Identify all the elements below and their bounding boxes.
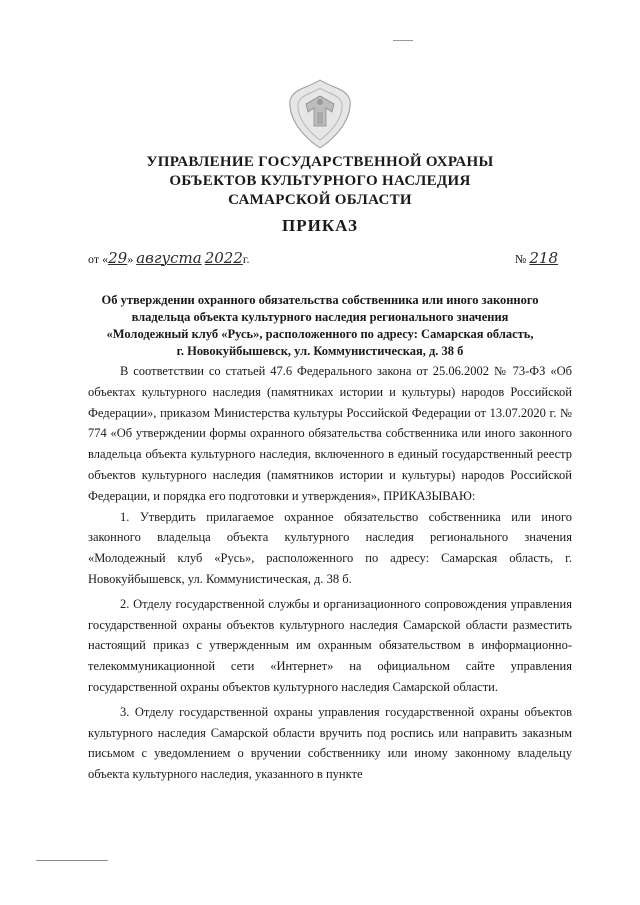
org-header bbox=[0, 153, 640, 210]
title-line4: г. Новокуйбышевск, ул. Коммунистическая, д. 38 б bbox=[176, 344, 464, 358]
org-name-line2: ОБЪЕКТОВ КУЛЬТУРНОГО НАСЛЕДИЯ bbox=[169, 173, 471, 189]
date-year: 2022 bbox=[204, 249, 243, 267]
scan-mark bbox=[393, 40, 413, 41]
title-line3: «Молодежный клуб «Русь», расположенного по адресу: Самарская область, bbox=[106, 327, 534, 341]
coat-of-arms-icon bbox=[286, 78, 354, 150]
date-month: августа bbox=[136, 249, 202, 267]
date-prefix: от « bbox=[88, 252, 109, 266]
document-type: ПРИКАЗ bbox=[282, 216, 358, 235]
date-sep: » bbox=[127, 252, 134, 266]
intro-paragraph: В соответствии со статьей 47.6 Федерального закона от 25.06.2002 № 73-ФЗ «Об объектах культурного наследия (памятниках истории и культуры) народов Российской Федерации», приказом Министерства культуры Российской Федерации от 13.07.2020 г. № 774 «Об утверждении формы охранного обязательства собственника или иного законного владельца объекта культурного наследия, включенного в единый государственный реестр объектов культурного наследия (памятников истории и культуры) народов Российской Федерации, и порядка его подготовки и утверждения», ПРИКАЗЫВАЮ: bbox=[88, 364, 572, 503]
number-value: 218 bbox=[529, 249, 558, 267]
org-name-line3: САМАРСКОЙ ОБЛАСТИ bbox=[228, 192, 412, 208]
order-item-1: 1. Утвердить прилагаемое охранное обязательство собственника или иного законного владельца объекта культурного наследия регионального значения «Молодежный клуб «Русь», расположенного по адресу: Самарская область, г. Новокуйбышевск, ул. Коммунистическая, д. 38 б. bbox=[88, 509, 572, 586]
order-item-3: 3. Отделу государственной охраны управления государственной охраны объектов культурного наследия Самарской области вручить под роспись или направить заказным письмом с уведомлением о вручении собственнику или иному законному владельцу объекта культурного наследия, указанного в пункте bbox=[88, 704, 572, 782]
document-number bbox=[515, 249, 558, 267]
document-title bbox=[60, 292, 580, 360]
org-name-line1: УПРАВЛЕНИЕ ГОСУДАРСТВЕННОЙ ОХРАНЫ bbox=[146, 154, 494, 170]
title-line2: владельца объекта культурного наследия регионального значения bbox=[131, 310, 509, 324]
document-date bbox=[88, 249, 249, 267]
footer-rule bbox=[36, 860, 108, 861]
document-body bbox=[88, 361, 572, 785]
title-line1: Об утверждении охранного обязательства собственника или иного законного bbox=[101, 293, 539, 307]
order-item-2: 2. Отделу государственной службы и организационного сопровождения управления государственной охраны объектов культурного наследия Самарской области разместить настоящий приказ с утвержденным им охранным обязательством в информационно-телекоммуникационной сети «Интернет» на официальном сайте управления государственной охраны объектов культурного наследия Самарской области. bbox=[88, 596, 572, 694]
date-number-row bbox=[88, 249, 558, 273]
number-prefix: № bbox=[514, 252, 527, 266]
date-day: 29 bbox=[108, 249, 128, 267]
date-suffix: г. bbox=[242, 252, 250, 266]
